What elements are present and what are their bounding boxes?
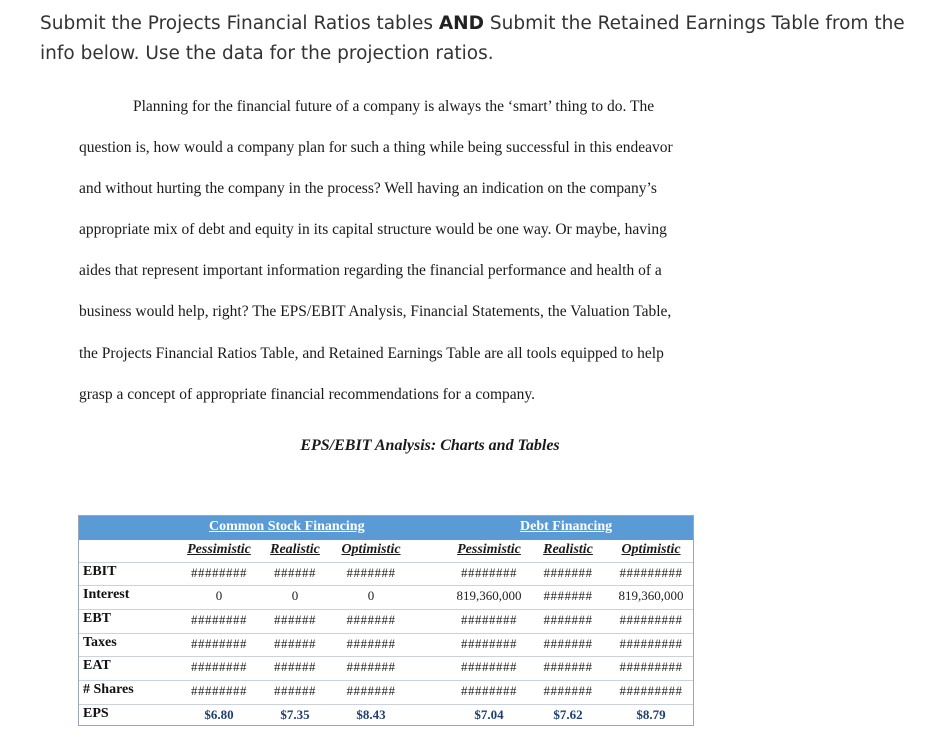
table-cell: $7.04 bbox=[474, 707, 504, 722]
table-cell: $8.79 bbox=[636, 707, 666, 722]
table-cell: ####### bbox=[346, 565, 396, 580]
table-cell: ######### bbox=[619, 683, 683, 698]
row-divider bbox=[79, 633, 693, 634]
table-cell: ###### bbox=[274, 612, 316, 627]
paragraph-line: aides that represent important information regarding the financial performance and health of a bbox=[79, 262, 662, 279]
subheader: Realistic bbox=[543, 542, 593, 557]
table-cell: ###### bbox=[274, 636, 316, 651]
table-cell: ######## bbox=[191, 659, 247, 674]
table-cell: ####### bbox=[346, 683, 396, 698]
row-divider bbox=[79, 680, 693, 681]
table-cell: ####### bbox=[543, 636, 593, 651]
table-cell: ######## bbox=[191, 683, 247, 698]
question-part-2: Submit the Retained Earnings Table from the info below. Use the data for the projection ratios. bbox=[40, 13, 905, 64]
table-cell: ######### bbox=[619, 565, 683, 580]
table-cell: ####### bbox=[543, 565, 593, 580]
table-header-band bbox=[79, 516, 693, 540]
row-label: Interest bbox=[83, 587, 130, 602]
row-divider bbox=[79, 704, 693, 705]
table-cell: $8.43 bbox=[356, 707, 386, 722]
row-divider bbox=[79, 585, 693, 586]
table-cell: $7.62 bbox=[553, 707, 583, 722]
paragraph-line: and without hurting the company in the process? Well having an indication on the company’s bbox=[79, 180, 657, 197]
group-debt: Debt Financing bbox=[520, 519, 613, 534]
table-cell: ######## bbox=[461, 565, 517, 580]
table-cell: ######## bbox=[191, 565, 247, 580]
paragraph-line: Planning for the financial future of a company is always the ‘smart’ thing to do. The bbox=[133, 98, 655, 115]
group-common-stock: Common Stock Financing bbox=[209, 519, 365, 534]
section-heading: EPS/EBIT Analysis: Charts and Tables bbox=[300, 437, 560, 454]
paragraph-line: appropriate mix of debt and equity in its capital structure would be one way. Or maybe, having bbox=[79, 221, 667, 238]
table-cell: ####### bbox=[346, 612, 396, 627]
table-cell: $7.35 bbox=[280, 707, 310, 722]
row-divider bbox=[79, 656, 693, 657]
table-cell: ######### bbox=[619, 612, 683, 627]
row-divider bbox=[79, 609, 693, 610]
table-cell: ###### bbox=[274, 659, 316, 674]
table-cell: ####### bbox=[543, 659, 593, 674]
table-cell: ######## bbox=[461, 659, 517, 674]
subheader: Pessimistic bbox=[457, 542, 521, 557]
row-label: EBT bbox=[83, 611, 112, 626]
table-cell: ###### bbox=[274, 565, 316, 580]
row-label: EPS bbox=[83, 706, 109, 721]
question-part-1: Submit the Projects Financial Ratios tables bbox=[40, 13, 439, 34]
row-label: EBIT bbox=[83, 564, 117, 579]
table-cell: 0 bbox=[215, 588, 223, 603]
table-cell: ####### bbox=[346, 659, 396, 674]
table-cell: 0 bbox=[367, 588, 375, 603]
question-text bbox=[40, 9, 920, 69]
paragraph-line: the Projects Financial Ratios Table, and Retained Earnings Table are all tools equipped to help bbox=[79, 345, 664, 362]
paragraph-line: business would help, right? The EPS/EBIT Analysis, Financial Statements, the Valuation Table, bbox=[79, 303, 672, 320]
question-bold-and: AND bbox=[438, 13, 485, 34]
paragraph-line: question is, how would a company plan for such a thing while being successful in this endeavor bbox=[79, 139, 673, 156]
row-label: EAT bbox=[83, 658, 111, 673]
table-cell: 819,360,000 bbox=[618, 588, 684, 603]
table-cell: ###### bbox=[274, 683, 316, 698]
table-cell: ####### bbox=[543, 683, 593, 698]
table-cell: ####### bbox=[543, 588, 593, 603]
table-cell: ######## bbox=[191, 612, 247, 627]
table-cell: $6.80 bbox=[204, 707, 234, 722]
table-cell: ####### bbox=[346, 636, 396, 651]
table-cell: ######## bbox=[461, 683, 517, 698]
subheader: Pessimistic bbox=[187, 542, 251, 557]
table-cell: ######## bbox=[461, 636, 517, 651]
table-cell: ####### bbox=[543, 612, 593, 627]
table-cell: 819,360,000 bbox=[456, 588, 522, 603]
table-cell: ######## bbox=[461, 612, 517, 627]
table-cell: ######### bbox=[619, 636, 683, 651]
subheader: Optimistic bbox=[341, 542, 401, 557]
table-cell: ######### bbox=[619, 659, 683, 674]
table-cell: 0 bbox=[291, 588, 299, 603]
row-divider bbox=[79, 562, 693, 563]
subheader: Realistic bbox=[270, 542, 320, 557]
table-cell: ######## bbox=[191, 636, 247, 651]
paragraph-line: grasp a concept of appropriate financial recommendations for a company. bbox=[79, 386, 536, 403]
subheader: Optimistic bbox=[621, 542, 681, 557]
eps-ebit-table bbox=[78, 515, 694, 726]
row-label: Taxes bbox=[83, 635, 117, 650]
row-label: # Shares bbox=[83, 682, 134, 697]
